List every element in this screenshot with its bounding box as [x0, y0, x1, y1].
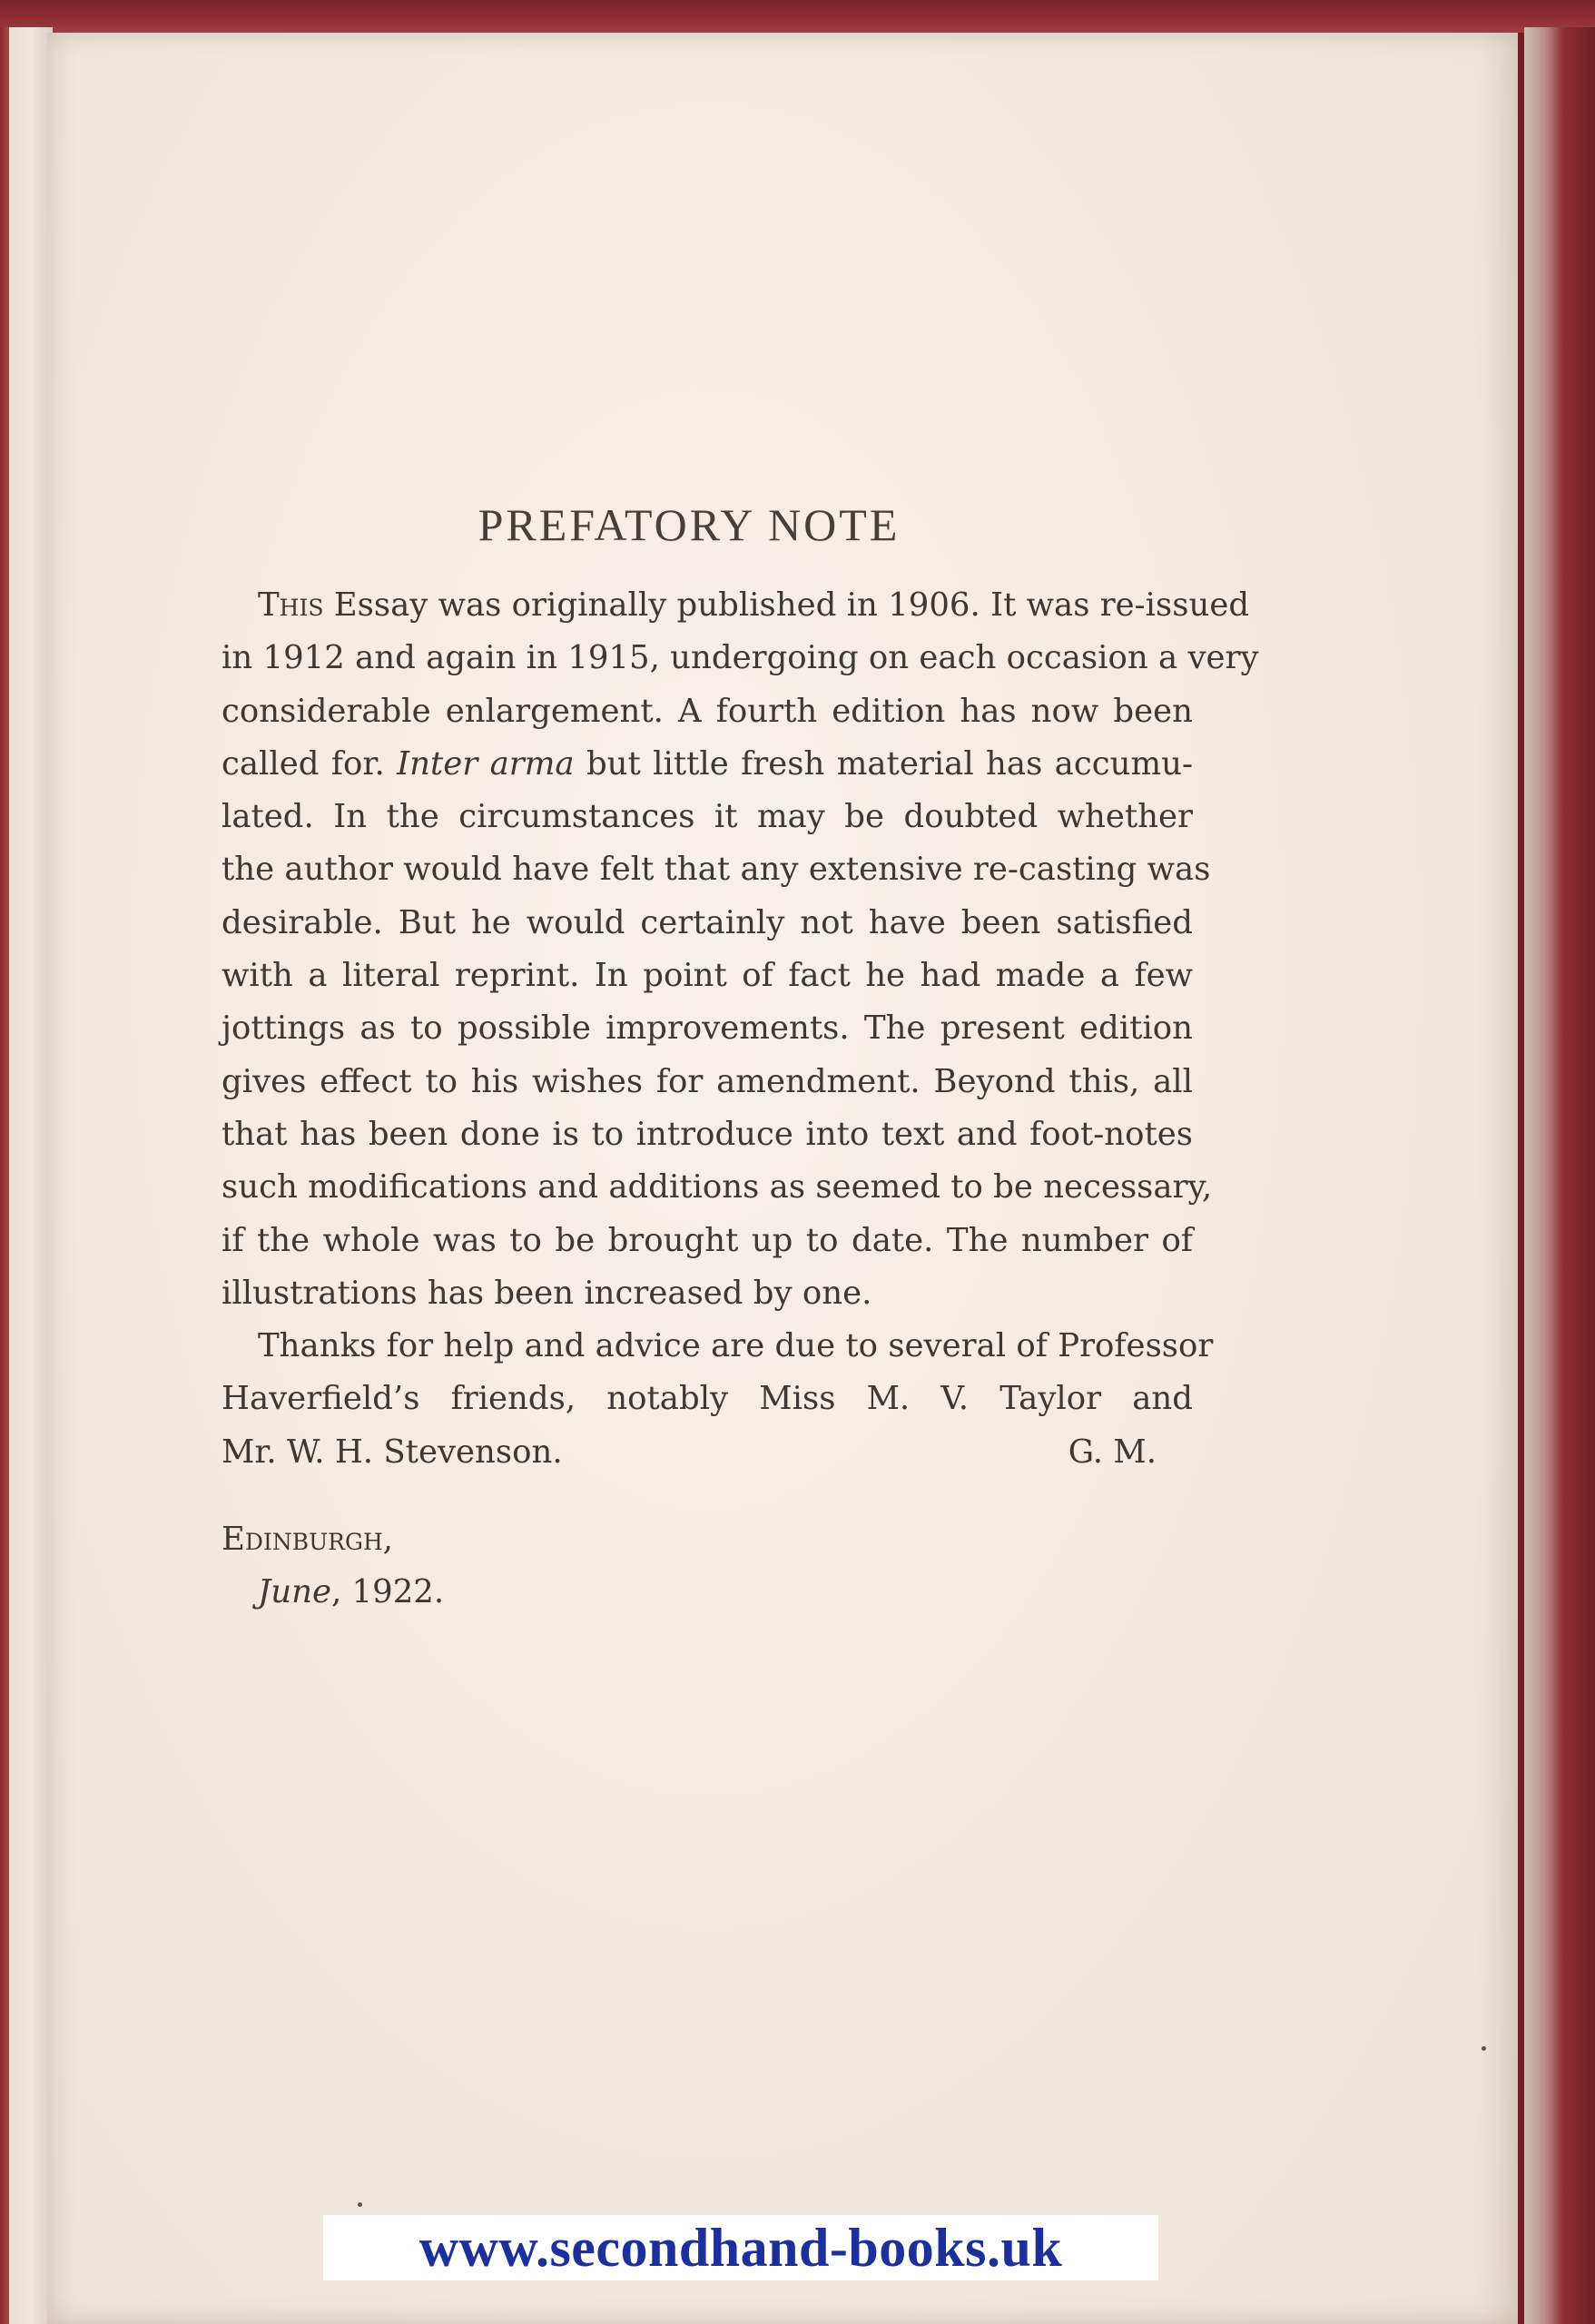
text-span: but little fresh material has accumu-	[574, 744, 1193, 783]
paragraph-1	[185, 579, 1259, 1320]
text-line: illustrations has been increased by one.	[222, 1274, 872, 1312]
date-rest: , 1922.	[330, 1573, 445, 1611]
text-line: such modifications and additions as seemed to be necessary,	[222, 1168, 1213, 1206]
place-name: Edinburgh,	[222, 1521, 394, 1559]
text-line: desirable. But he would certainly not have been satisfied	[222, 903, 1193, 941]
text-line: Mr. W. H. Stevenson.	[222, 1433, 563, 1471]
paper-speck	[358, 2202, 362, 2207]
left-cover-edge	[0, 27, 9, 2324]
text-line: if the whole was to be brought up to date. The number of	[222, 1221, 1193, 1259]
lead-word: This	[258, 586, 324, 624]
page-content	[185, 497, 1259, 1619]
text-line: lated. In the circumstances it may be doubted whether	[222, 798, 1193, 836]
text-line: jottings as to possible improvements. The present edition	[222, 1009, 1193, 1048]
date-month: June	[258, 1573, 331, 1611]
text-line: Haverfield’s friends, notably Miss M. V. Taylor and	[222, 1380, 1193, 1418]
place-and-date	[185, 1513, 1193, 1619]
text-line: that has been done is to introduce into text and foot-notes	[222, 1115, 1193, 1153]
watermark: www.secondhand-books.uk	[323, 2215, 1158, 2280]
italic-phrase: Inter arma	[397, 744, 575, 783]
date-line	[222, 1566, 1193, 1619]
text-span: called for.	[222, 744, 398, 783]
text-line: considerable enlargement. A fourth edition has now been	[222, 692, 1193, 730]
paragraph-2	[185, 1320, 1214, 1479]
right-cover-edge	[1524, 27, 1595, 2324]
text-line: with a literal reprint. In point of fact he had made a few	[222, 957, 1193, 995]
cover-top-edge	[0, 0, 1595, 33]
text-line: Thanks for help and advice are due to several of Professor	[258, 1327, 1214, 1365]
text-line: gives effect to his wishes for amendment. Beyond this, all	[222, 1062, 1193, 1100]
text-line	[185, 738, 1193, 791]
text-line: in 1912 and again in 1915, undergoing on each occasion a very	[222, 639, 1259, 677]
text-span: Essay was originally published in 1906. It was re-issued	[323, 586, 1250, 624]
page-title: PREFATORY NOTE	[478, 499, 901, 550]
paper-speck	[1482, 2046, 1486, 2051]
book-page	[47, 33, 1518, 2324]
author-initials: G. M.	[1068, 1433, 1157, 1471]
text-line: the author would have felt that any extensive re-casting was	[222, 851, 1211, 889]
text-line	[185, 579, 1250, 632]
signature-row	[185, 1426, 1193, 1479]
